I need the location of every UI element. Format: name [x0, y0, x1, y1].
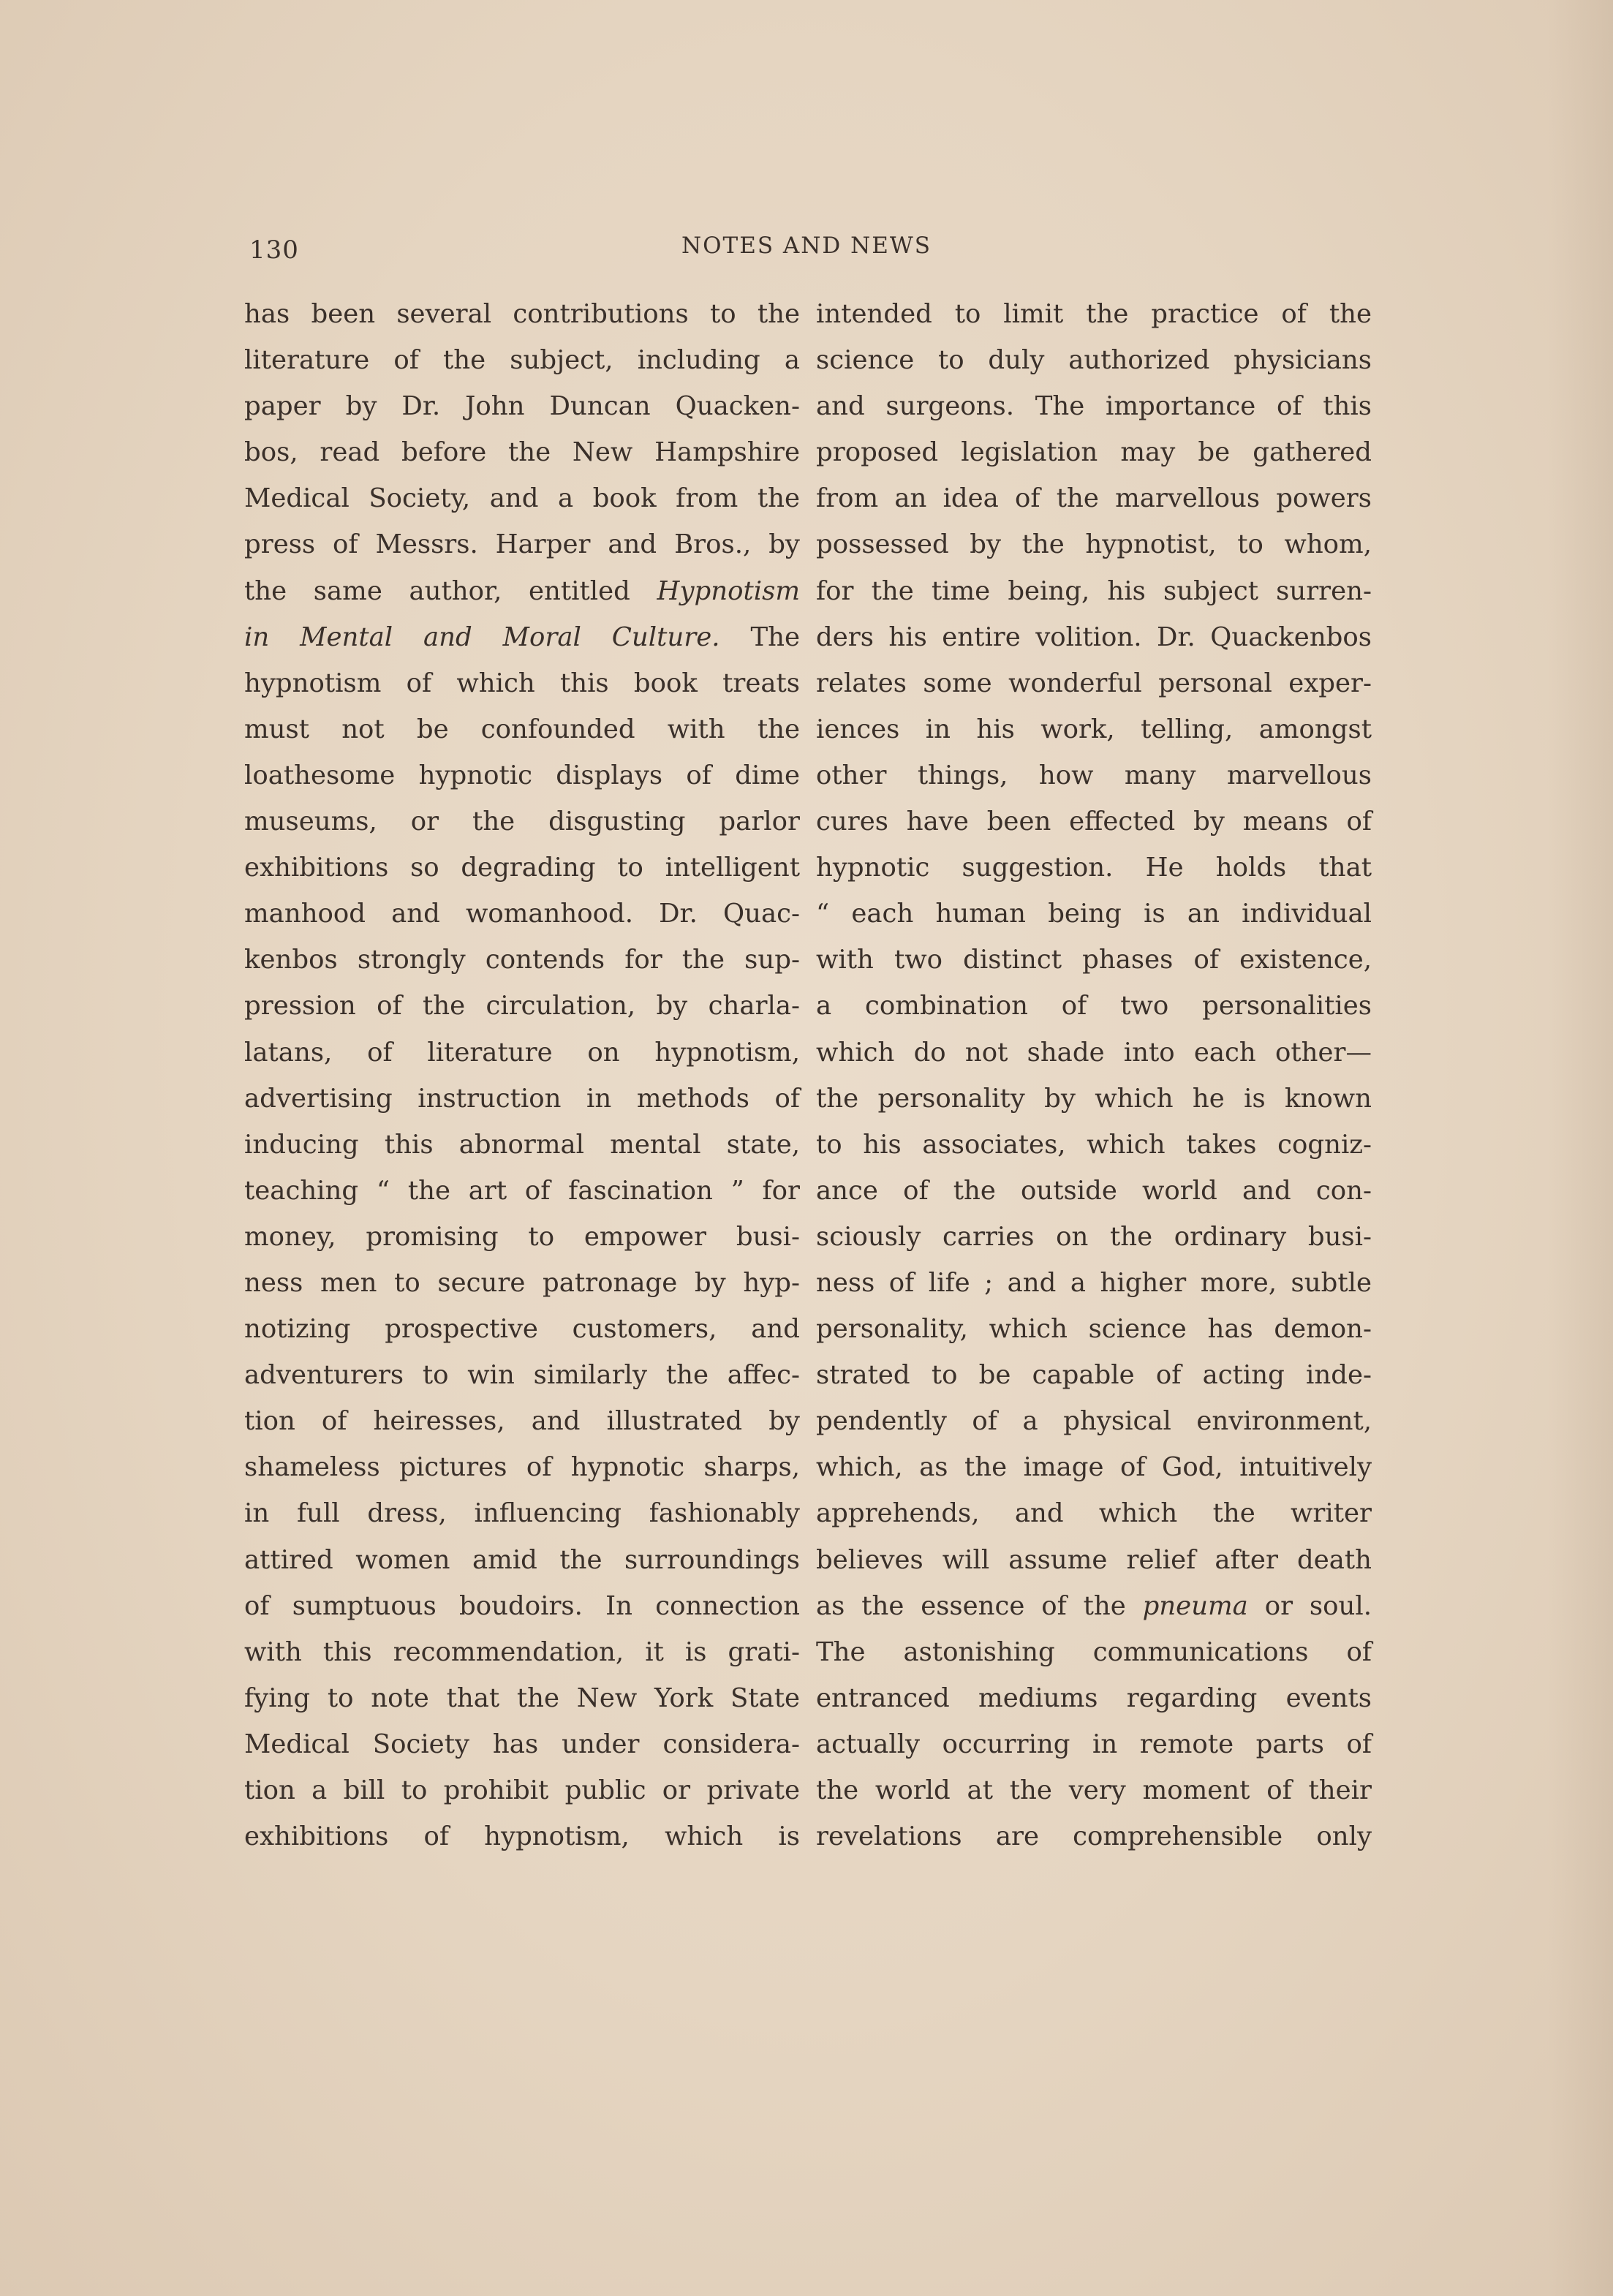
text-line: manhood and womanhood. Dr. Quac-: [244, 899, 800, 929]
text-line: inducing this abnormal mental state,: [244, 1129, 800, 1160]
text-line: relates some wonderful personal exper-: [816, 668, 1372, 698]
text-line: personality, which science has demon-: [816, 1314, 1372, 1345]
text-line: the world at the very moment of their: [816, 1775, 1372, 1805]
left-column: [244, 291, 800, 1859]
text-line: tion a bill to prohibit public or private: [244, 1775, 800, 1805]
text-segment: the same author, entitled: [244, 575, 630, 606]
text-line: other things, how many marvellous: [816, 760, 1372, 790]
text-line: The astonishing communications of: [816, 1636, 1372, 1667]
text-line: with this recommendation, it is grati-: [244, 1636, 800, 1667]
text-line: which do not shade into each other—: [816, 1037, 1372, 1068]
text-line: [244, 614, 800, 660]
text-line: the personality by which he is known: [816, 1083, 1372, 1114]
text-line: advertising instruction in methods of: [244, 1083, 800, 1114]
text-line: strated to be capable of acting inde-: [816, 1360, 1372, 1391]
running-head: NOTES AND NEWS: [681, 233, 932, 259]
text-line: has been several contributions to the: [244, 299, 800, 329]
text-line: museums, or the disgusting parlor: [244, 807, 800, 837]
text-line: to his associates, which takes cogniz-: [816, 1129, 1372, 1160]
text-line: actually occurring in remote parts of: [816, 1729, 1372, 1759]
text-line: ness of life ; and a higher more, subtle: [816, 1267, 1372, 1298]
text-line: proposed legislation may be gathered: [816, 437, 1372, 468]
text-line: Medical Society has under considera-: [244, 1729, 800, 1759]
text-line: believes will assume relief after death: [816, 1544, 1372, 1575]
text-line: hypnotism of which this book treats: [244, 668, 800, 698]
text-line: pendently of a physical environment,: [816, 1406, 1372, 1437]
text-line: press of Messrs. Harper and Bros., by: [244, 529, 800, 560]
text-line: cures have been effected by means of: [816, 807, 1372, 837]
text-line: entranced mediums regarding events: [816, 1683, 1372, 1713]
text-line: possessed by the hypnotist, to whom,: [816, 529, 1372, 560]
text-line: [816, 1583, 1372, 1629]
text-line: apprehends, and which the writer: [816, 1498, 1372, 1529]
text-line: literature of the subject, including a: [244, 345, 800, 376]
page-number: 130: [249, 235, 299, 265]
text-line: must not be confounded with the: [244, 714, 800, 744]
text-line: exhibitions of hypnotism, which is: [244, 1821, 800, 1852]
text-segment: The: [750, 622, 800, 652]
text-line: shameless pictures of hypnotic sharps,: [244, 1452, 800, 1483]
text-line: hypnotic suggestion. He holds that: [816, 853, 1372, 883]
text-line: ance of the outside world and con-: [816, 1175, 1372, 1206]
text-line: paper by Dr. John Duncan Quacken-: [244, 391, 800, 422]
text-line: for the time being, his subject surren-: [816, 575, 1372, 606]
text-line: with two distinct phases of existence,: [816, 945, 1372, 975]
text-line: and surgeons. The importance of this: [816, 391, 1372, 422]
text-line: bos, read before the New Hampshire: [244, 437, 800, 468]
text-line: kenbos strongly contends for the sup-: [244, 945, 800, 975]
text-line: attired women amid the surroundings: [244, 1544, 800, 1575]
text-line: adventurers to win similarly the affec-: [244, 1360, 800, 1391]
right-column: [816, 291, 1372, 1859]
text-line: loathesome hypnotic displays of dime: [244, 760, 800, 790]
text-line: exhibitions so degrading to intelligent: [244, 853, 800, 883]
text-line: ness men to secure patronage by hyp-: [244, 1267, 800, 1298]
text-segment: as the essence of the: [816, 1590, 1126, 1621]
text-line: latans, of literature on hypnotism,: [244, 1037, 800, 1068]
text-line: science to duly authorized physicians: [816, 345, 1372, 376]
text-line: which, as the image of God, intuitively: [816, 1452, 1372, 1483]
book-title-italic: Hypnotism: [657, 575, 800, 606]
text-line: notizing prospective customers, and: [244, 1314, 800, 1345]
text-line: teaching “ the art of fascination ” for: [244, 1175, 800, 1206]
text-line: intended to limit the practice of the: [816, 299, 1372, 329]
text-line: pression of the circulation, by charla-: [244, 991, 800, 1022]
text-line: a combination of two personalities: [816, 991, 1372, 1022]
text-line: “ each human being is an individual: [816, 899, 1372, 929]
text-line: tion of heiresses, and illustrated by: [244, 1406, 800, 1437]
text-segment: or soul.: [1264, 1590, 1372, 1621]
text-line: Medical Society, and a book from the: [244, 483, 800, 514]
text-line: money, promising to empower busi-: [244, 1221, 800, 1252]
text-line: revelations are comprehensible only: [816, 1821, 1372, 1852]
page-edge-shadow: [1547, 0, 1613, 2296]
pneuma-italic: pneuma: [1142, 1590, 1248, 1621]
text-line: from an idea of the marvellous powers: [816, 483, 1372, 514]
text-line: ders his entire volition. Dr. Quackenbos: [816, 622, 1372, 652]
text-line: iences in his work, telling, amongst: [816, 714, 1372, 744]
text-line: fying to note that the New York State: [244, 1683, 800, 1713]
text-line: [244, 568, 800, 614]
text-line: sciously carries on the ordinary busi-: [816, 1221, 1372, 1252]
text-line: in full dress, influencing fashionably: [244, 1498, 800, 1529]
text-line: of sumptuous boudoirs. In connection: [244, 1590, 800, 1621]
book-title-italic: in Mental and Moral Culture.: [244, 622, 720, 652]
